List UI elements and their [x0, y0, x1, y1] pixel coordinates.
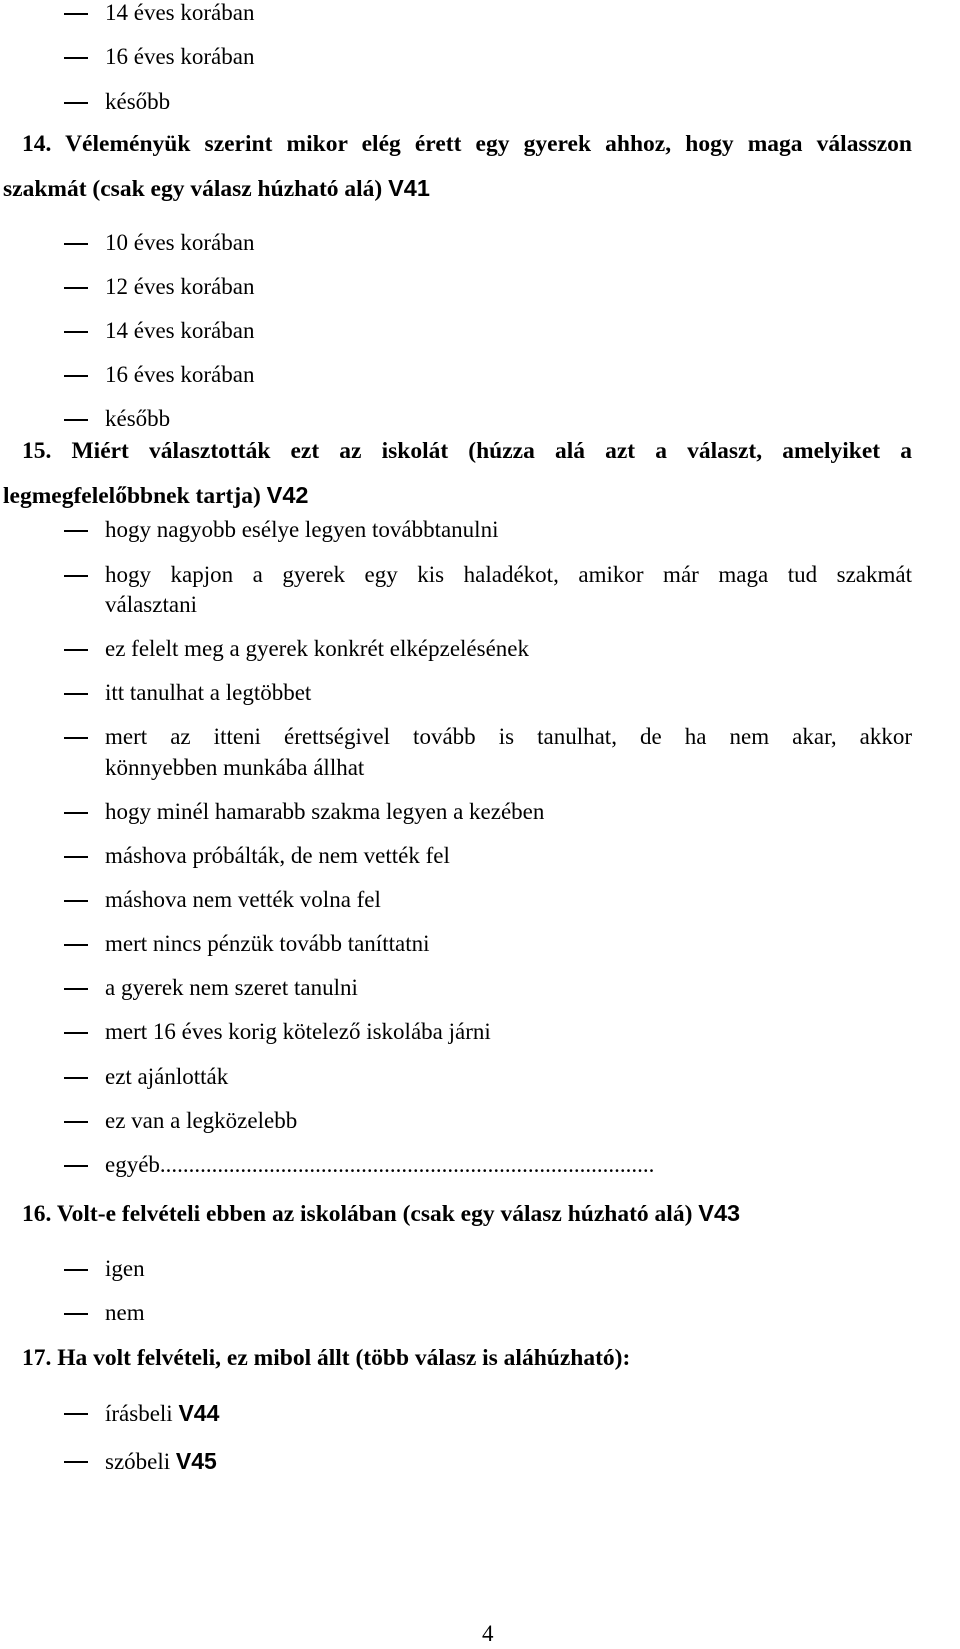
dash-bullet: [64, 649, 88, 651]
dash-bullet: [64, 375, 88, 377]
list-item: [64, 360, 364, 390]
dash-bullet: [64, 419, 88, 421]
list-item-label: máshova nem vették volna fel: [105, 887, 381, 912]
question-15-text: legmegfelelőbbnek tartja): [3, 483, 261, 509]
dash-bullet: [64, 331, 88, 333]
list-item: [64, 272, 364, 302]
list-item: [64, 885, 664, 915]
dash-bullet: [64, 737, 88, 739]
question-16: [22, 1198, 740, 1229]
list-item-label: a gyerek nem szeret tanulni: [105, 975, 358, 1000]
list-item-label: ez felelt meg a gyerek konkrét elképzelésének: [105, 636, 529, 661]
dash-bullet: [64, 812, 88, 814]
page-number: 4: [482, 1621, 494, 1646]
option-label: szóbeli: [105, 1449, 171, 1474]
dash-bullet: [64, 57, 88, 59]
question-14-line-1: 14. Véleményük szerint mikor elég érett egy gyerek ahhoz, hogy maga válasszon: [22, 131, 912, 157]
list-item-label: 16 éves korában: [105, 362, 255, 387]
variable-code: V41: [388, 175, 430, 201]
dash-bullet: [64, 287, 88, 289]
list-item: [64, 404, 364, 434]
list-item: [64, 1106, 664, 1136]
question-17: 17. Ha volt felvételi, ez mibol állt (több válasz is aláhúzható):: [22, 1345, 631, 1371]
list-item: [64, 87, 364, 117]
dash-bullet: [64, 243, 88, 245]
list-item-label: 14 éves korában: [105, 0, 255, 25]
dash-bullet: [64, 102, 88, 104]
list-item: [64, 42, 364, 72]
list-item: [64, 316, 364, 346]
question-15-line-1: 15. Miért választották ezt az iskolát (húzza alá azt a választ, amelyiket a: [22, 438, 912, 464]
list-item-label: ezt ajánlották: [105, 1064, 229, 1089]
list-item-label: hogy nagyobb esélye legyen továbbtanulni: [105, 517, 499, 542]
list-item: [64, 929, 664, 959]
list-item: [64, 1254, 364, 1284]
list-item-label: mert az itteni érettségivel tovább is tanulhat, de ha nem akar, akkor: [105, 724, 912, 749]
question-16-text: 16. Volt-e felvételi ebben az iskolában (csak egy válasz húzható alá): [22, 1201, 693, 1227]
list-item: [64, 1062, 664, 1092]
list-item-label: máshova próbálták, de nem vették fel: [105, 843, 450, 868]
dash-bullet: [64, 1269, 88, 1271]
list-item-label: hogy kapjon a gyerek egy kis haladékot, amikor már maga tud szakmát: [105, 562, 912, 587]
list-item: [64, 1398, 464, 1428]
dash-bullet: [64, 575, 88, 577]
list-item-label: 10 éves korában: [105, 230, 255, 255]
dash-bullet: [64, 13, 88, 15]
variable-code: V44: [178, 1400, 220, 1426]
list-item: [64, 797, 664, 827]
list-item-continuation: választani: [105, 592, 197, 617]
list-item: [64, 1017, 664, 1047]
list-item: [64, 515, 664, 545]
list-item-label: igen: [105, 1256, 145, 1281]
dash-bullet: [64, 1413, 88, 1415]
list-item-label: [105, 1398, 219, 1429]
list-item-continuation: könnyebben munkába állhat: [105, 755, 365, 780]
dash-bullet: [64, 1077, 88, 1079]
list-item: [64, 841, 664, 871]
list-item-label: hogy minél hamarabb szakma legyen a kezében: [105, 799, 545, 824]
dash-bullet: [64, 1313, 88, 1315]
variable-code: V43: [698, 1200, 741, 1226]
question-15-line-2: [3, 480, 308, 511]
list-item: [64, 678, 664, 708]
list-item-label: később: [105, 406, 171, 431]
list-item: [64, 1446, 464, 1476]
list-item-label: mert nincs pénzük tovább taníttatni: [105, 931, 430, 956]
list-item: [64, 973, 664, 1003]
list-item-label: 12 éves korában: [105, 274, 255, 299]
list-item-label: ez van a legközelebb: [105, 1108, 298, 1133]
variable-code: V45: [175, 1448, 217, 1474]
list-item: [64, 228, 364, 258]
dash-bullet: [64, 944, 88, 946]
list-item-label: [105, 1446, 217, 1477]
list-item-label: mert 16 éves korig kötelező iskolába járni: [105, 1019, 491, 1044]
list-item: [64, 0, 364, 28]
list-item: [64, 634, 664, 664]
list-item: [64, 1298, 364, 1328]
dash-bullet: [64, 1165, 88, 1167]
variable-code: V42: [266, 482, 309, 508]
list-item-label: itt tanulhat a legtöbbet: [105, 680, 312, 705]
dash-bullet: [64, 1032, 88, 1034]
list-item: [64, 1150, 884, 1180]
dash-bullet: [64, 1121, 88, 1123]
dash-bullet: [64, 900, 88, 902]
list-item-label: később: [105, 89, 171, 114]
dash-bullet: [64, 530, 88, 532]
dash-bullet: [64, 693, 88, 695]
question-14-line-2: [3, 173, 430, 204]
dash-bullet: [64, 1461, 88, 1463]
question-14-text: szakmát (csak egy válasz húzható alá): [3, 176, 383, 202]
dash-bullet: [64, 988, 88, 990]
list-item: [64, 722, 912, 752]
list-item-label: nem: [105, 1300, 145, 1325]
option-label: írásbeli: [105, 1401, 173, 1426]
list-item-label: 14 éves korában: [105, 318, 255, 343]
list-item-label: egyéb......................................................................................: [105, 1152, 655, 1177]
list-item: [64, 560, 912, 590]
list-item-label: 16 éves korában: [105, 44, 255, 69]
dash-bullet: [64, 856, 88, 858]
